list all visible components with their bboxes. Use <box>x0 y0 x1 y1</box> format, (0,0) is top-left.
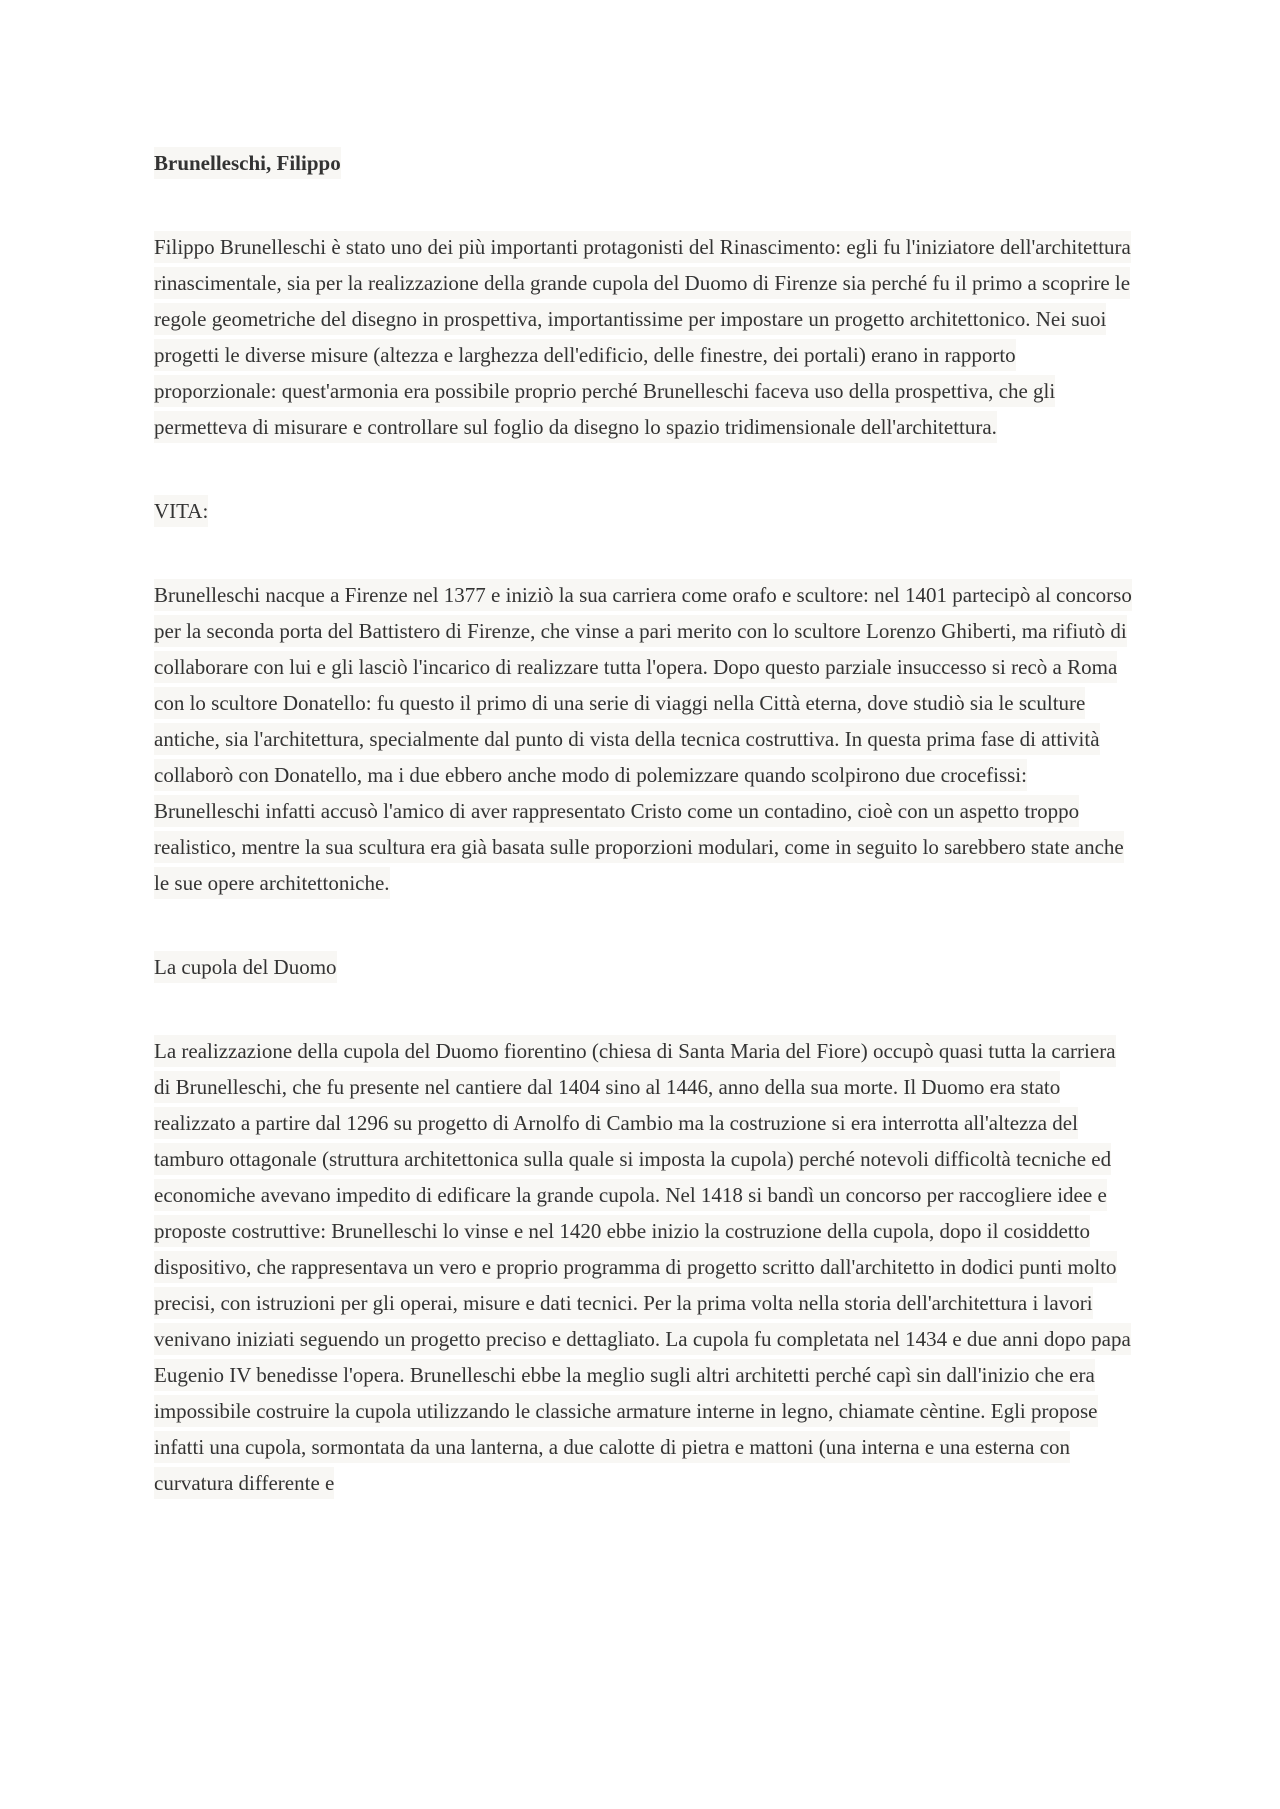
intro-paragraph-text: Filippo Brunelleschi è stato uno dei più importanti protagonisti del Rinascimento: egli fu l'iniziatore dell'architettura rinascimentale, sia per la realizzazione della grande cupola del Duomo di Firenze sia perché fu il primo a scoprire le regole geometriche del disegno in prospettiva, importantissime per impostare un progetto architettonico. Nei suoi progetti le diverse misure (altezza e larghezza dell'edificio, delle finestre, dei portali) erano in rapporto proporzionale: quest'armonia era possibile proprio perché Brunelleschi faceva uso della prospettiva, che gli permetteva di misurare e controllare sul foglio da disegno lo spazio tridimensionale dell'architettura. <box>154 231 1131 443</box>
document-title-text: Brunelleschi, Filippo <box>154 147 341 179</box>
vita-heading-text: VITA: <box>154 495 208 527</box>
cupola-paragraph-text: La realizzazione della cupola del Duomo fiorentino (chiesa di Santa Maria del Fiore) occupò quasi tutta la carriera di Brunelleschi, che fu presente nel cantiere dal 1404 sino al 1446, anno della sua morte. Il Duomo era stato realizzato a partire dal 1296 su progetto di Arnolfo di Cambio ma la costruzione si era interrotta all'altezza del tamburo ottagonale (struttura architettonica sulla quale si imposta la cupola) perché notevoli difficoltà tecniche ed economiche avevano impedito di edificare la grande cupola. Nel 1418 si bandì un concorso per raccogliere idee e proposte costruttive: Brunelleschi lo vinse e nel 1420 ebbe inizio la costruzione della cupola, dopo il cosiddetto dispositivo, che rappresentava un vero e proprio programma di progetto scritto dall'architetto in dodici punti molto precisi, con istruzioni per gli operai, misure e dati tecnici. Per la prima volta nella storia dell'architettura i lavori venivano iniziati seguendo un progetto preciso e dettagliato. La cupola fu completata nel 1434 e due anni dopo papa Eugenio IV benedisse l'opera. Brunelleschi ebbe la meglio sugli altri architetti perché capì sin dall'inizio che era impossibile costruire la cupola utilizzando le classiche armature interne in legno, chiamate cèntine. Egli propose infatti una cupola, sormontata da una lanterna, a due calotte di pietra e mattoni (una interna e una esterna con curvatura differente e <box>154 1035 1131 1499</box>
vita-heading <box>154 493 1134 529</box>
intro-paragraph <box>154 229 1134 445</box>
cupola-heading-text: La cupola del Duomo <box>154 951 337 983</box>
document-title <box>154 145 1134 181</box>
cupola-paragraph <box>154 1033 1134 1501</box>
cupola-heading <box>154 949 1134 985</box>
vita-paragraph-text: Brunelleschi nacque a Firenze nel 1377 e iniziò la sua carriera come orafo e scultore: nel 1401 partecipò al concorso per la seconda porta del Battistero di Firenze, che vinse a pari merito con lo scultore Lorenzo Ghiberti, ma rifiutò di collaborare con lui e gli lasciò l'incarico di realizzare tutta l'opera. Dopo questo parziale insuccesso si recò a Roma con lo scultore Donatello: fu questo il primo di una serie di viaggi nella Città eterna, dove studiò sia le sculture antiche, sia l'architettura, specialmente dal punto di vista della tecnica costruttiva. In questa prima fase di attività collaborò con Donatello, ma i due ebbero anche modo di polemizzare quando scolpirono due crocefissi: Brunelleschi infatti accusò l'amico di aver rappresentato Cristo come un contadino, cioè con un aspetto troppo realistico, mentre la sua scultura era già basata sulle proporzioni modulari, come in seguito lo sarebbero state anche le sue opere architettoniche. <box>154 579 1132 899</box>
vita-paragraph <box>154 577 1134 901</box>
document-body <box>154 145 1134 1551</box>
